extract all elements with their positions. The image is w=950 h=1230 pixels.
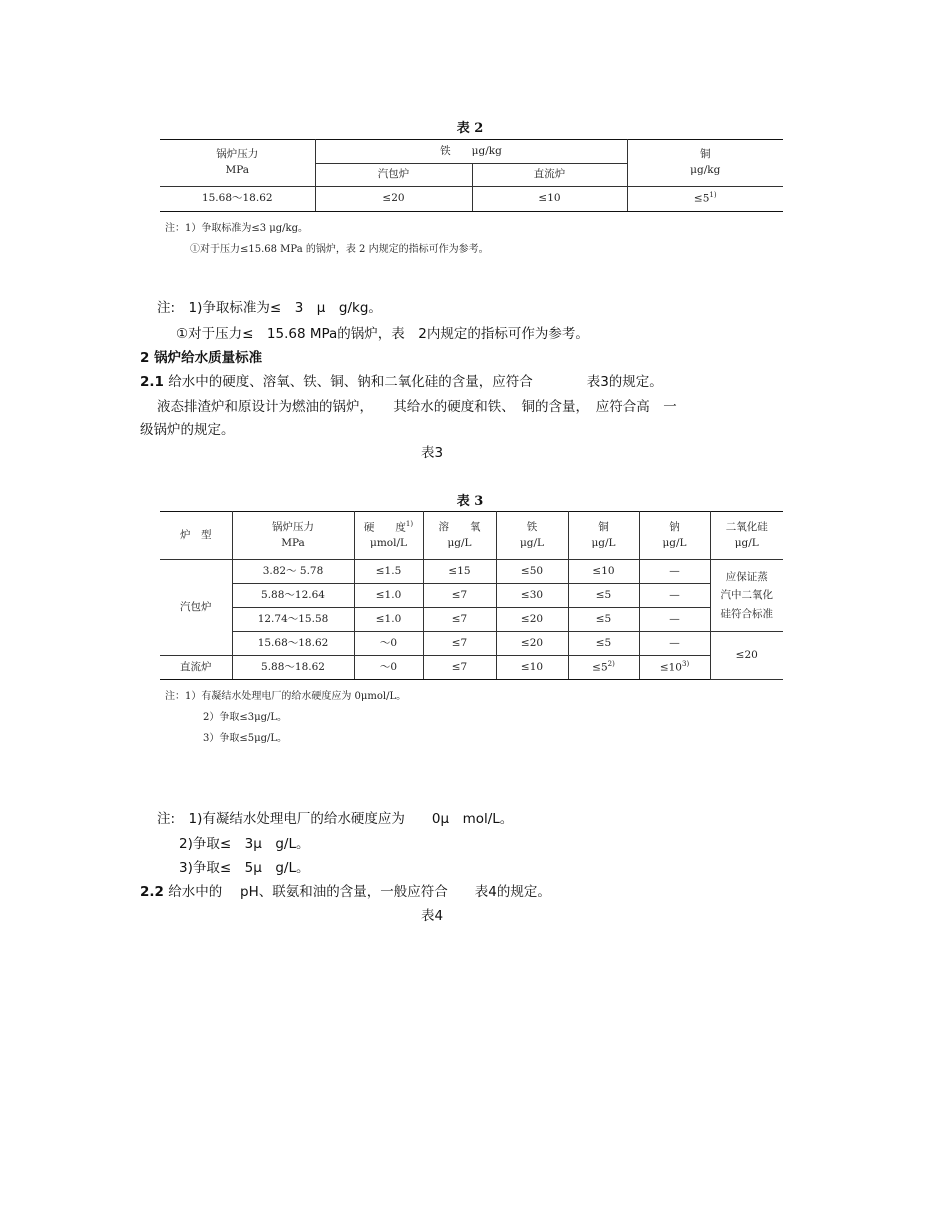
t2-head-drum: 汽包炉 [315,164,472,187]
t3-cell-once-type: 直流炉 [160,656,232,680]
t3-r5-copper: $\le 5^{2)}$ [568,656,639,680]
t3-r2-hardness: ≤1.0 [354,584,423,608]
t2-cell-copper: $\le 5^{1)}$ [627,187,783,212]
t3-r1-pressure: 3.82～ 5.78 [232,560,354,584]
t3-r2-sodium: — [639,584,710,608]
t3-r3-oxygen: ≤7 [423,608,496,632]
paragraph-line-1: 液态排渣炉和原设计为燃油的锅炉， 其给水的硬度和铁、 铜的含量， 应符合高 一 [157,399,677,415]
t3-r2-pressure: 5.88～12.64 [232,584,354,608]
t3-note-2: 2）争取≤3μg/L。 [203,712,288,723]
t3-r2-copper: ≤5 [568,584,639,608]
t2-head-pressure: 锅炉压力 MPa [160,140,315,187]
table3-label: 表3 [421,445,444,461]
t3-r5-pressure: 5.88～18.62 [232,656,354,680]
note-line-1: 注: 1)争取标准为≤ 3 μ g/kg。 [157,300,382,316]
t3-r4-oxygen: ≤7 [423,632,496,656]
t3-cell-drum-type: 汽包炉 [160,560,232,656]
note3-line-1: 注: 1)有凝结水处理电厂的给水硬度应为 0μ mol/L。 [157,811,514,827]
t2-head-copper: 铜 μg/kg [627,140,783,187]
t3-head-sodium: 钠 μg/L [639,512,710,560]
t2-cell-drum: ≤20 [315,187,472,212]
t3-r5-hardness: ～0 [354,656,423,680]
t3-head-silica: 二氧化硅 μg/L [710,512,783,560]
t3-head-hardness: 硬 度$^{1)}$ μmol/L [354,512,423,560]
t3-r4-iron: ≤20 [496,632,568,656]
clause-2-2-text: 给水中的 pH、联氨和油的含量，一般应符合 表4的规定。 [163,884,551,900]
t3-head-pressure: 锅炉压力 MPa [232,512,354,560]
table4-label: 表4 [421,908,444,924]
note3-line-2: 2)争取≤ 3μ g/L。 [179,836,310,852]
t3-r3-hardness: ≤1.0 [354,608,423,632]
table3-caption: 表 3 [456,494,484,509]
t3-r3-sodium: — [639,608,710,632]
clause-2-2 [140,880,551,900]
t3-r1-hardness: ≤1.5 [354,560,423,584]
t3-r2-iron: ≤30 [496,584,568,608]
table2 [160,139,783,212]
t3-cell-silica-lower: ≤20 [710,632,783,680]
t3-r4-copper: ≤5 [568,632,639,656]
t3-r3-iron: ≤20 [496,608,568,632]
t3-r3-pressure: 12.74～15.58 [232,608,354,632]
t3-r1-sodium: — [639,560,710,584]
t2-head-iron: 铁 μg/kg [315,140,627,164]
t3-cell-silica-upper: 应保证蒸 汽中二氧化 硅符合标准 [710,560,783,632]
note-line-2: ①对于压力≤ 15.68 MPa的锅炉，表 2内规定的指标可作为参考。 [176,326,589,342]
t2-head-once-through: 直流炉 [472,164,627,187]
t3-note-1: 注：1）有凝结水处理电厂的给水硬度应为 0μmol/L。 [165,691,407,702]
clause-2-1-text: 给水中的硬度、溶氧、铁、铜、钠和二氧化硅的含量，应符合 表3的规定。 [163,374,663,390]
t3-r1-oxygen: ≤15 [423,560,496,584]
t3-r4-hardness: ～0 [354,632,423,656]
t3-head-copper: 铜 μg/L [568,512,639,560]
t2-note-1: 注：1）争取标准为≤3 μg/kg。 [165,223,309,234]
paragraph-line-2: 级锅炉的规定。 [140,422,235,438]
t3-r1-copper: ≤10 [568,560,639,584]
t3-r5-sodium: $\le 10^{3)}$ [639,656,710,680]
t2-note-2: ①对于压力≤15.68 MPa 的锅炉，表 2 内规定的指标可作为参考。 [190,244,489,255]
t3-note-3: 3）争取≤5μg/L。 [203,733,288,744]
section-heading-2: 2 锅炉给水质量标准 [140,350,263,366]
clause-2-1 [140,370,663,390]
t3-r5-iron: ≤10 [496,656,568,680]
clause-2-2-number: 2.2 [140,884,164,900]
table3 [160,511,783,680]
note3-line-3: 3)争取≤ 5μ g/L。 [179,860,310,876]
t3-r4-pressure: 15.68～18.62 [232,632,354,656]
t3-r1-iron: ≤50 [496,560,568,584]
t3-r4-sodium: — [639,632,710,656]
table2-caption: 表 2 [456,121,484,136]
t3-r2-oxygen: ≤7 [423,584,496,608]
t3-r5-oxygen: ≤7 [423,656,496,680]
t3-head-oxygen: 溶 氧 μg/L [423,512,496,560]
t3-head-iron: 铁 μg/L [496,512,568,560]
t3-r3-copper: ≤5 [568,608,639,632]
t2-cell-pressure: 15.68～18.62 [160,187,315,212]
clause-2-1-number: 2.1 [140,374,164,390]
t2-cell-once-through: ≤10 [472,187,627,212]
t3-head-type: 炉 型 [160,512,232,560]
